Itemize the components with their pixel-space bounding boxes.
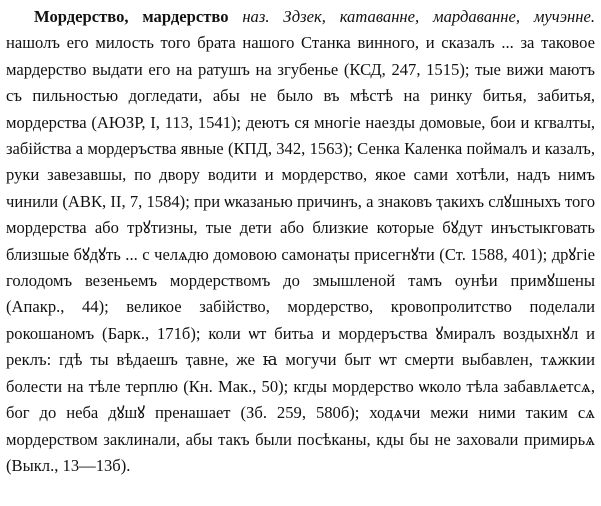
- entry-gloss: Здзек, катаванне, мардаванне, мучэнне.: [283, 7, 595, 26]
- dictionary-entry: [6, 4, 595, 479]
- entry-citations: нашолъ его милость того брата нашого Станка винного, и сказалъ ... за таковое мардерство выдати его на ратушъ на згубенье (КСД, 247, 1515); тые вижи маютъ съ пильностью догледати, абы не было въ мѣстѣ на ринку битья, забитья, мордерства (АЮЗР, I, 113, 1541); деютъ ся многіе наезды домовые, бои и кгвалты, забійства а мордеръства явные (КПД, 342, 1563); Сенка Каленка поймалъ и казалъ, руки завезавшы, по двору водити и мордерство, якое сами хотѣли, надъ нимъ чинили (АВК, II, 7, 1584); при ѡказанью причинъ, а знаковъ ҭакихъ слꙋшныхъ того мордерства або трꙋтизны, тые дети або близкие которые бꙋдут инъстыкговать близшые бꙋдꙋть ... с челѧдю домовою самонаҭы присегнꙋти (Ст. 1588, 401); дрꙋгіе голодомъ везеньемъ мордерствомъ до змышленой тамъ оунѣи примꙋшены (Апакр., 44); великое забійство, мордерство, кровопролитство поделали рокошаномъ (Барк., 171б); коли ѡт битьа и мордеръства ꙋмиралъ воздыхнꙋл и реклъ: гдѣ ты вѣдаешъ ҭавне, же ꙗ могучи быт ѡт смерти выбавлен, тѧжкии болести на тѣле терплю (Кн. Мак., 50); кгды мордерство ѡколо тѣла забавлѧетсѧ, бог до неба дꙋшꙋ пренашает (Зб. 259, 580б); ходѧчи межи ними таким сѧ мордерством заклинали, абы такъ были посѣканы, кды бы не заховали примирьѧ (Выкл., 13—13б).: [6, 33, 595, 475]
- entry-part-of-speech: наз.: [242, 7, 270, 26]
- entry-headword: Мордерство, мардерство: [34, 7, 229, 26]
